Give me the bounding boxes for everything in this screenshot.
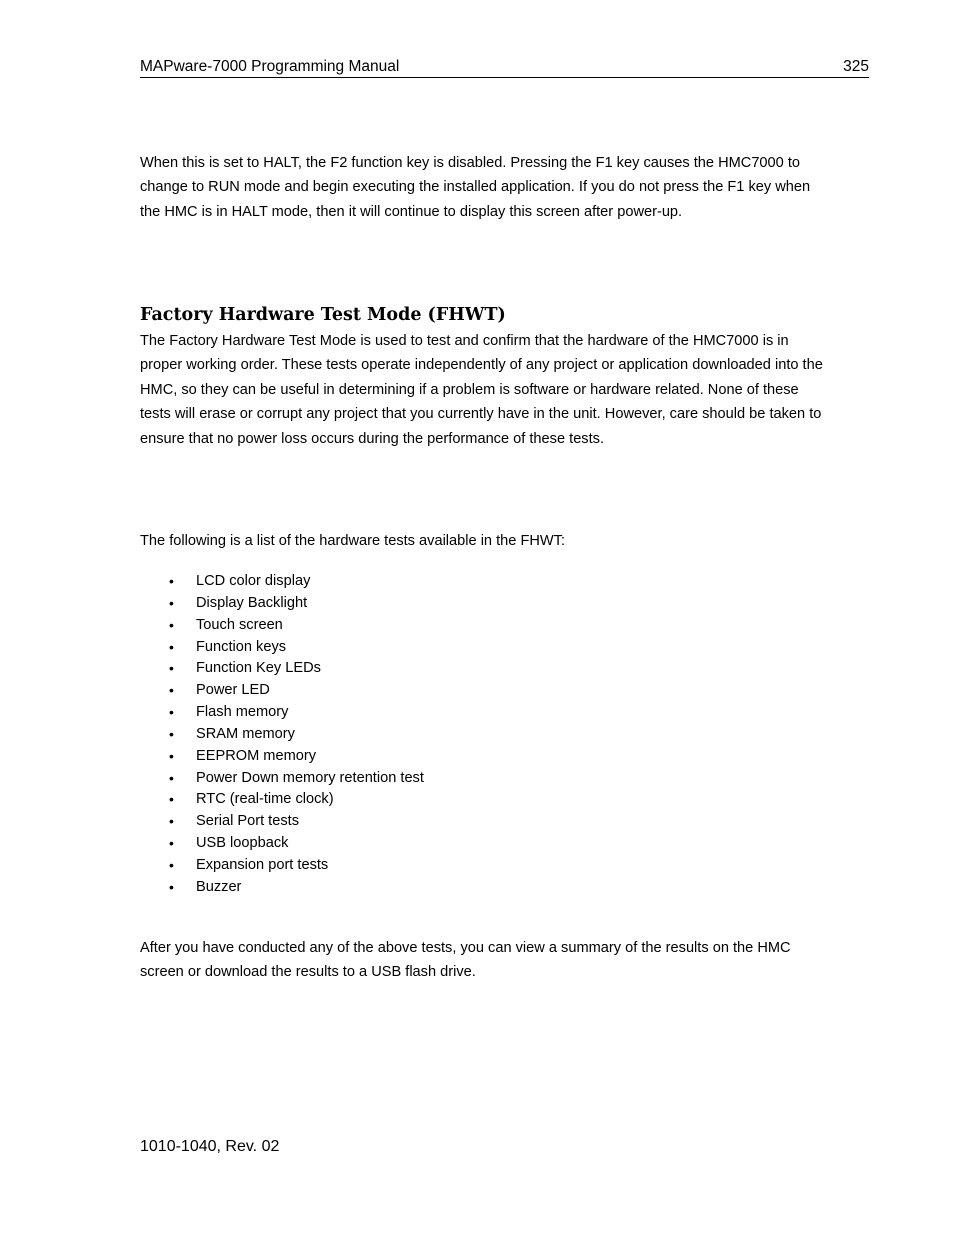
- bullet-icon: •: [169, 747, 174, 764]
- manual-title: MAPware-7000 Programming Manual: [140, 58, 400, 75]
- list-item-label: Touch screen: [196, 616, 283, 633]
- bullet-icon: •: [169, 813, 174, 830]
- list-item-label: SRAM memory: [196, 725, 295, 742]
- list-item: [140, 811, 424, 833]
- page-number: 325: [843, 58, 869, 75]
- list-item-label: Function Key LEDs: [196, 660, 321, 677]
- bullet-icon: •: [169, 769, 174, 786]
- bullet-icon: •: [169, 835, 174, 852]
- list-item: [140, 724, 424, 746]
- list-item-label: Buzzer: [196, 878, 242, 895]
- list-item: [140, 833, 424, 855]
- list-item: [140, 877, 424, 899]
- list-item-label: Serial Port tests: [196, 813, 300, 830]
- list-item-label: Power LED: [196, 682, 270, 699]
- list-item: [140, 593, 424, 615]
- list-item: [140, 855, 424, 877]
- list-item-label: Expansion port tests: [196, 856, 329, 873]
- list-item: [140, 789, 424, 811]
- list-intro-paragraph: The following is a list of the hardware tests available in the FHWT:: [140, 533, 566, 549]
- bullet-icon: •: [169, 660, 174, 677]
- halt-mode-paragraph: When this is set to HALT, the F2 function key is disabled. Pressing the F1 key causes the HMC7000 to change to RUN mode and begin executing the installed application. If you do not press the F1 key when the HMC is in HALT mode, then it will continue to display this screen after power-up.: [140, 155, 811, 220]
- list-item: [140, 680, 424, 702]
- list-item: [140, 702, 424, 724]
- bullet-icon: •: [169, 616, 174, 633]
- bullet-icon: •: [169, 856, 174, 873]
- list-item: [140, 746, 424, 768]
- bullet-icon: •: [169, 682, 174, 699]
- list-item: [140, 658, 424, 680]
- bullet-icon: •: [169, 878, 174, 895]
- list-item: [140, 637, 424, 659]
- bullet-icon: •: [169, 573, 174, 589]
- summary-paragraph: After you have conducted any of the above tests, you can view a summary of the results on the HMC screen or download the results to a USB flash drive.: [140, 940, 791, 981]
- list-item-label: EEPROM memory: [196, 747, 317, 764]
- list-item: [140, 768, 424, 790]
- list-item-label: Power Down memory retention test: [196, 769, 424, 786]
- fhwt-intro-paragraph: The Factory Hardware Test Mode is used to test and confirm that the hardware of the HMC7000 is in proper working order. These tests operate independently of any project or application downloaded into the HMC, so they can be useful in determining if a problem is software or hardware related. None of these tests will erase or corrupt any project that you currently have in the unit. However, care should be taken to ensure that no power loss occurs during the performance of these tests.: [140, 333, 823, 447]
- bullet-icon: •: [169, 791, 174, 808]
- list-item-label: Flash memory: [196, 704, 289, 721]
- list-item-label: LCD color display: [196, 573, 311, 589]
- list-item-label: Function keys: [196, 638, 287, 655]
- bullet-icon: •: [169, 638, 174, 655]
- bullet-icon: •: [169, 725, 174, 742]
- list-item-label: Display Backlight: [196, 594, 308, 611]
- list-item: [140, 615, 424, 637]
- section-heading: Factory Hardware Test Mode (FHWT): [140, 305, 506, 325]
- bullet-icon: •: [169, 704, 174, 721]
- bullet-icon: •: [169, 594, 174, 611]
- list-item: [140, 571, 424, 593]
- hardware-tests-list: [140, 571, 424, 899]
- page-header: [140, 57, 869, 78]
- list-item-label: USB loopback: [196, 835, 289, 852]
- page-footer: 1010-1040, Rev. 02: [140, 1138, 280, 1155]
- list-item-label: RTC (real-time clock): [196, 791, 334, 808]
